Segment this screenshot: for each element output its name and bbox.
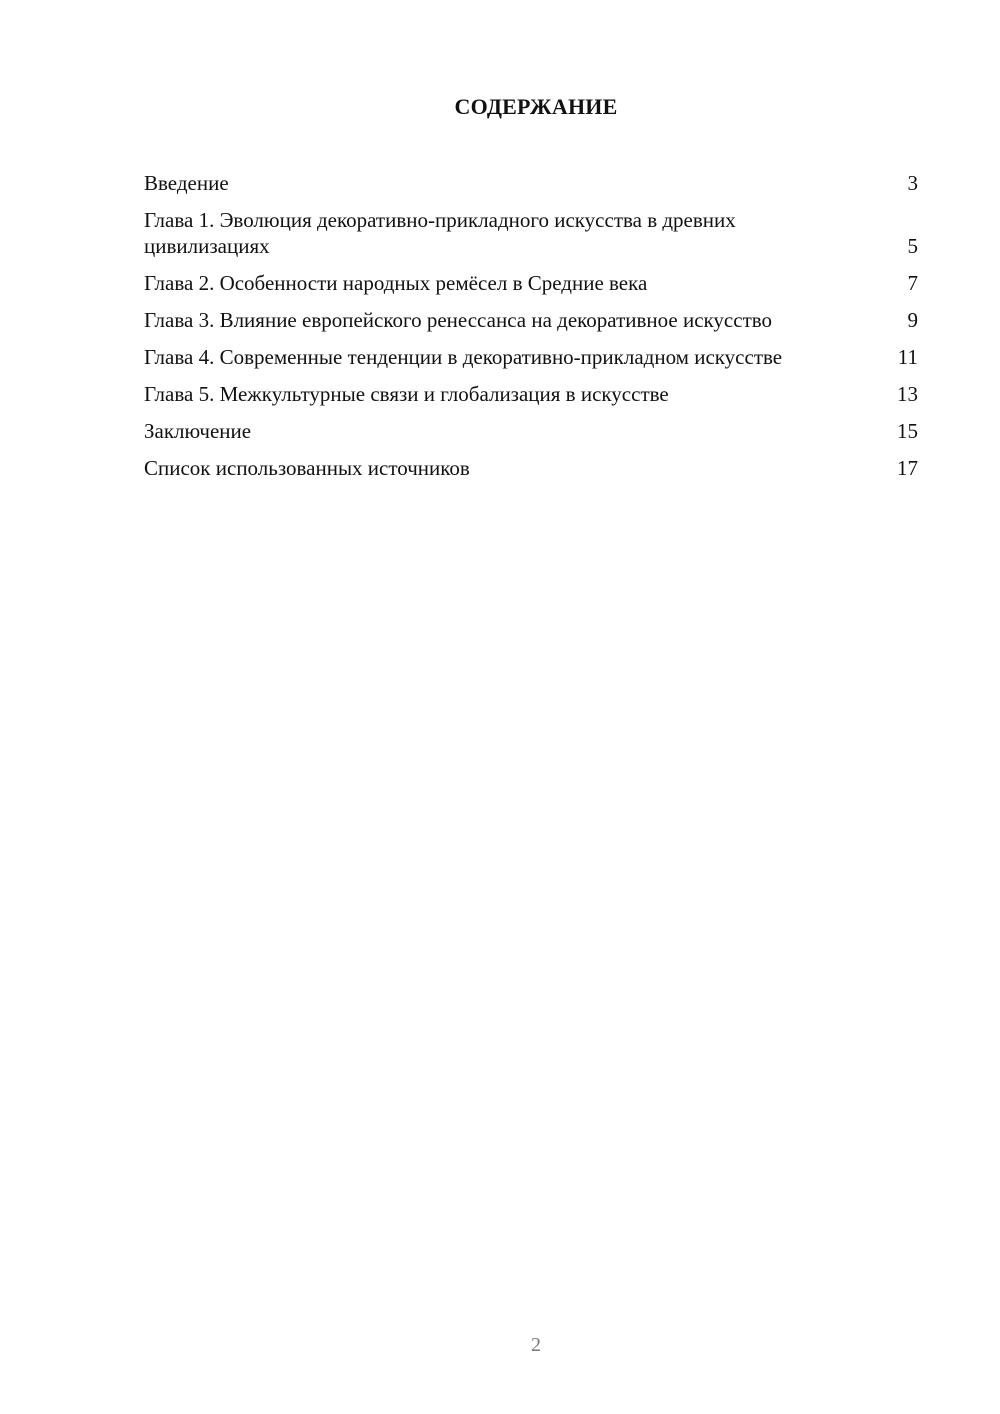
toc-entry-title: Глава 2. Особенности народных ремёсел в Средние века: [144, 271, 648, 295]
toc-entry-conclusion[interactable]: [144, 418, 918, 444]
toc-entry-chapter-5[interactable]: [144, 381, 918, 407]
toc-entry-page: 5: [907, 234, 918, 258]
toc-entry-title: Введение: [144, 171, 229, 195]
page-number: 2: [531, 1334, 541, 1356]
toc-entry-page: 7: [907, 271, 918, 295]
toc-entry-chapter-4[interactable]: [144, 344, 918, 370]
toc-entry-title: Глава 3. Влияние европейского ренессанса на декоративное искусство: [144, 308, 773, 332]
toc-entry-title: Глава 4. Современные тенденции в декоративно-прикладном искусстве: [144, 345, 783, 369]
toc-entry-title: Глава 1. Эволюция декоративно-прикладного искусства в древних цивилизациях: [144, 208, 736, 258]
toc-entry-page: 13: [897, 382, 918, 406]
toc-entry-chapter-2[interactable]: [144, 270, 918, 296]
table-of-contents: [144, 170, 918, 492]
toc-entry-introduction[interactable]: [144, 170, 918, 196]
toc-entry-page: 15: [897, 419, 918, 443]
toc-entry-references[interactable]: [144, 455, 918, 481]
toc-entry-title: Глава 5. Межкультурные связи и глобализация в искусстве: [144, 382, 669, 406]
toc-entry-chapter-3[interactable]: [144, 307, 918, 333]
toc-entry-title: Заключение: [144, 419, 252, 443]
toc-entry-page: 17: [897, 456, 918, 480]
toc-entry-page: 9: [907, 308, 918, 332]
toc-entry-chapter-1[interactable]: [144, 207, 918, 259]
toc-entry-title: Список использованных источников: [144, 456, 470, 480]
toc-entry-page: 11: [897, 345, 918, 369]
page-title: СОДЕРЖАНИЕ: [454, 94, 618, 119]
toc-entry-page: 3: [907, 171, 918, 195]
